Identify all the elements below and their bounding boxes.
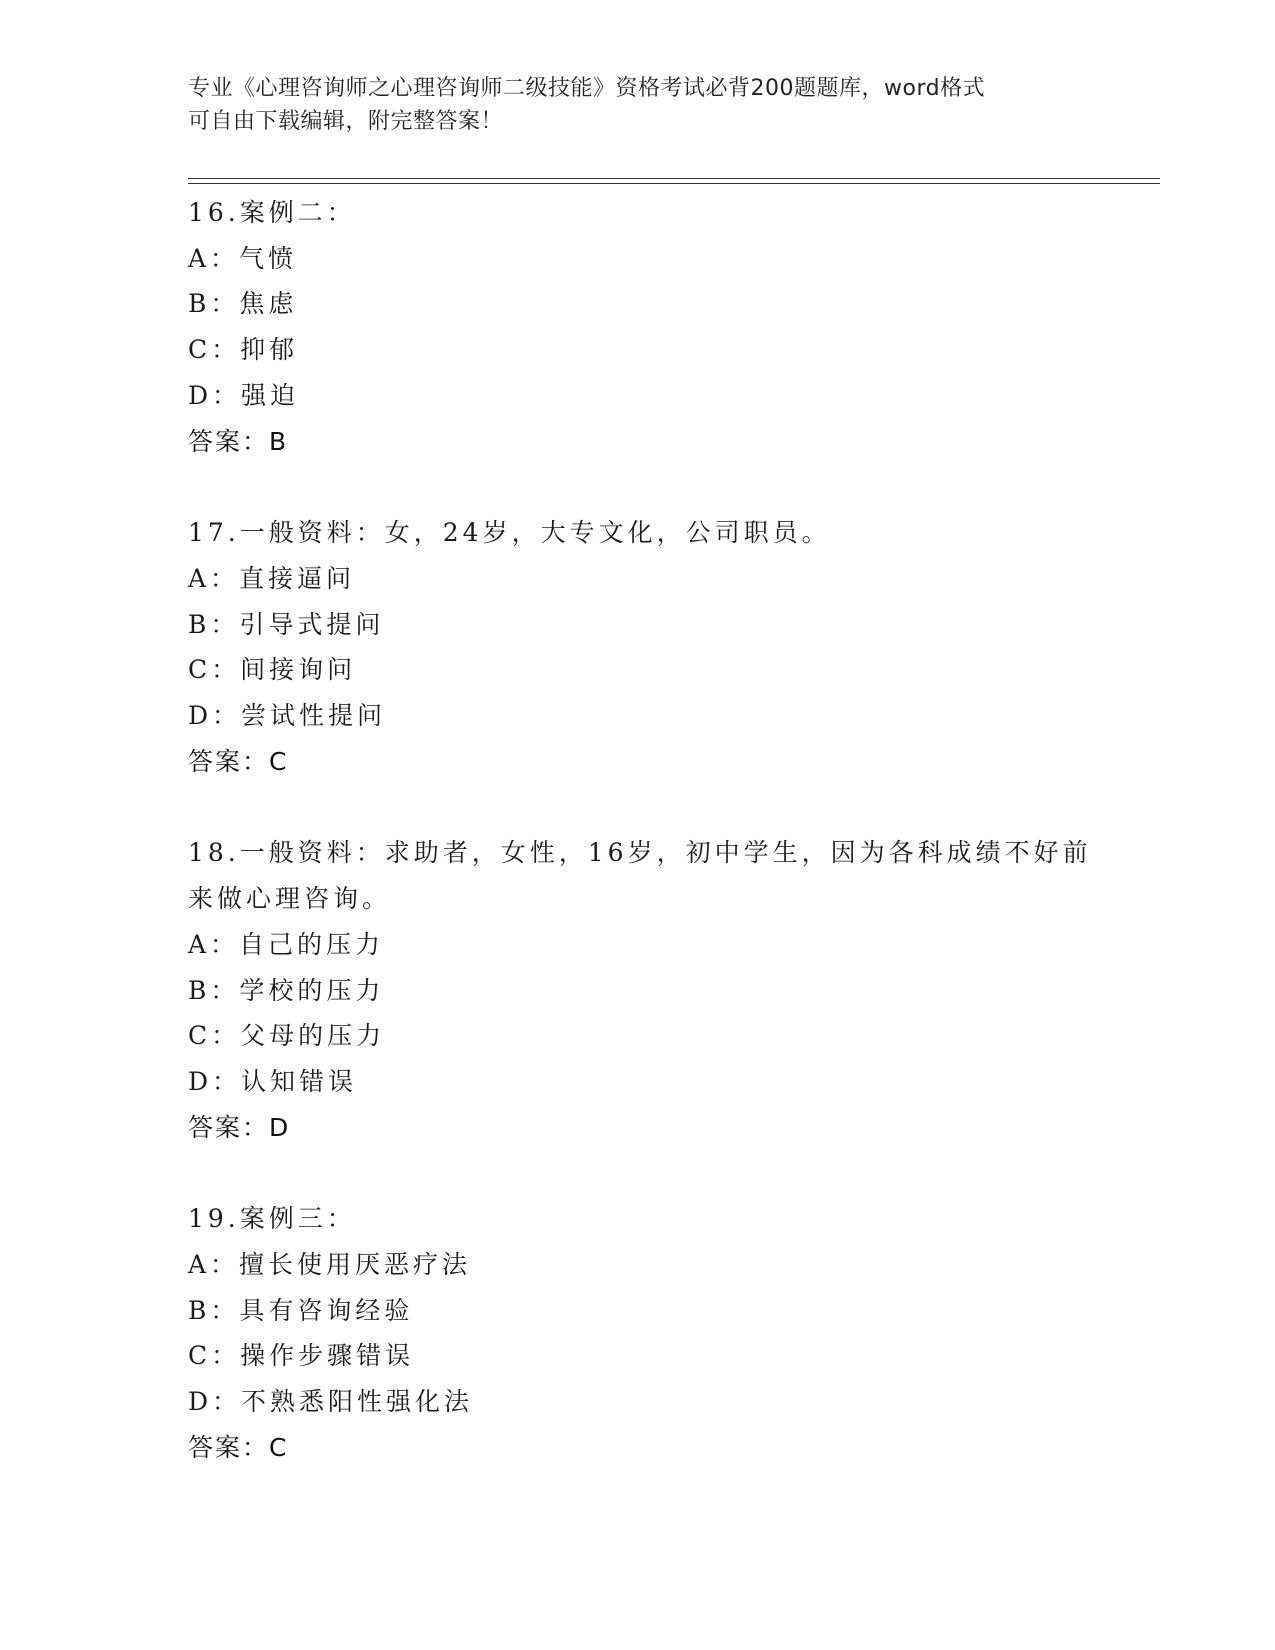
header-divider-top <box>188 178 1160 179</box>
option-c: C：操作步骤错误 <box>188 1341 415 1371</box>
answer-line: 答案：C <box>188 746 289 776</box>
header-line-2: 可自由下载编辑，附完整答案！ <box>188 109 504 134</box>
question-list <box>188 190 1092 1517</box>
header-divider-bottom <box>188 183 1160 184</box>
question-stem: 16.案例二： <box>188 198 356 227</box>
option-a: A：直接逼问 <box>188 563 356 593</box>
option-b: B：焦虑 <box>188 289 298 319</box>
option-d: D：强迫 <box>188 380 300 410</box>
answer-line: 答案：B <box>188 426 289 456</box>
question-18 <box>188 830 1092 1150</box>
document-header <box>188 72 1088 138</box>
option-b: B：学校的压力 <box>188 975 385 1005</box>
option-b: B：引导式提问 <box>188 609 385 639</box>
question-17 <box>188 510 1088 784</box>
option-c: C：抑郁 <box>188 335 299 365</box>
option-c: C：间接询问 <box>188 655 357 685</box>
option-a: A：气愤 <box>188 243 298 273</box>
question-stem: 17.一般资料：女，24岁，大专文化，公司职员。 <box>188 518 831 548</box>
option-b: B：具有咨询经验 <box>188 1295 414 1325</box>
question-19 <box>188 1196 1088 1470</box>
answer-line: 答案：C <box>188 1432 289 1462</box>
option-c: C：父母的压力 <box>188 1021 386 1051</box>
question-stem-continued: 来做心理咨询。 <box>188 884 392 914</box>
question-stem: 18.一般资料：求助者，女性，16岁，初中学生，因为各科成绩不好前 <box>188 838 1092 868</box>
option-d: D：认知错误 <box>188 1066 358 1096</box>
question-stem: 19.案例三： <box>188 1204 356 1234</box>
option-d: D：尝试性提问 <box>188 701 387 731</box>
option-a: A：自己的压力 <box>188 929 385 959</box>
answer-line: 答案：D <box>188 1112 291 1142</box>
option-d: D：不熟悉阳性强化法 <box>188 1387 474 1417</box>
header-line-1: 专业《心理咨询师之心理咨询师二级技能》资格考试必背200题题库，word格式 <box>188 76 986 101</box>
question-16 <box>188 190 1088 464</box>
option-a: A：擅长使用厌恶疗法 <box>188 1250 472 1280</box>
